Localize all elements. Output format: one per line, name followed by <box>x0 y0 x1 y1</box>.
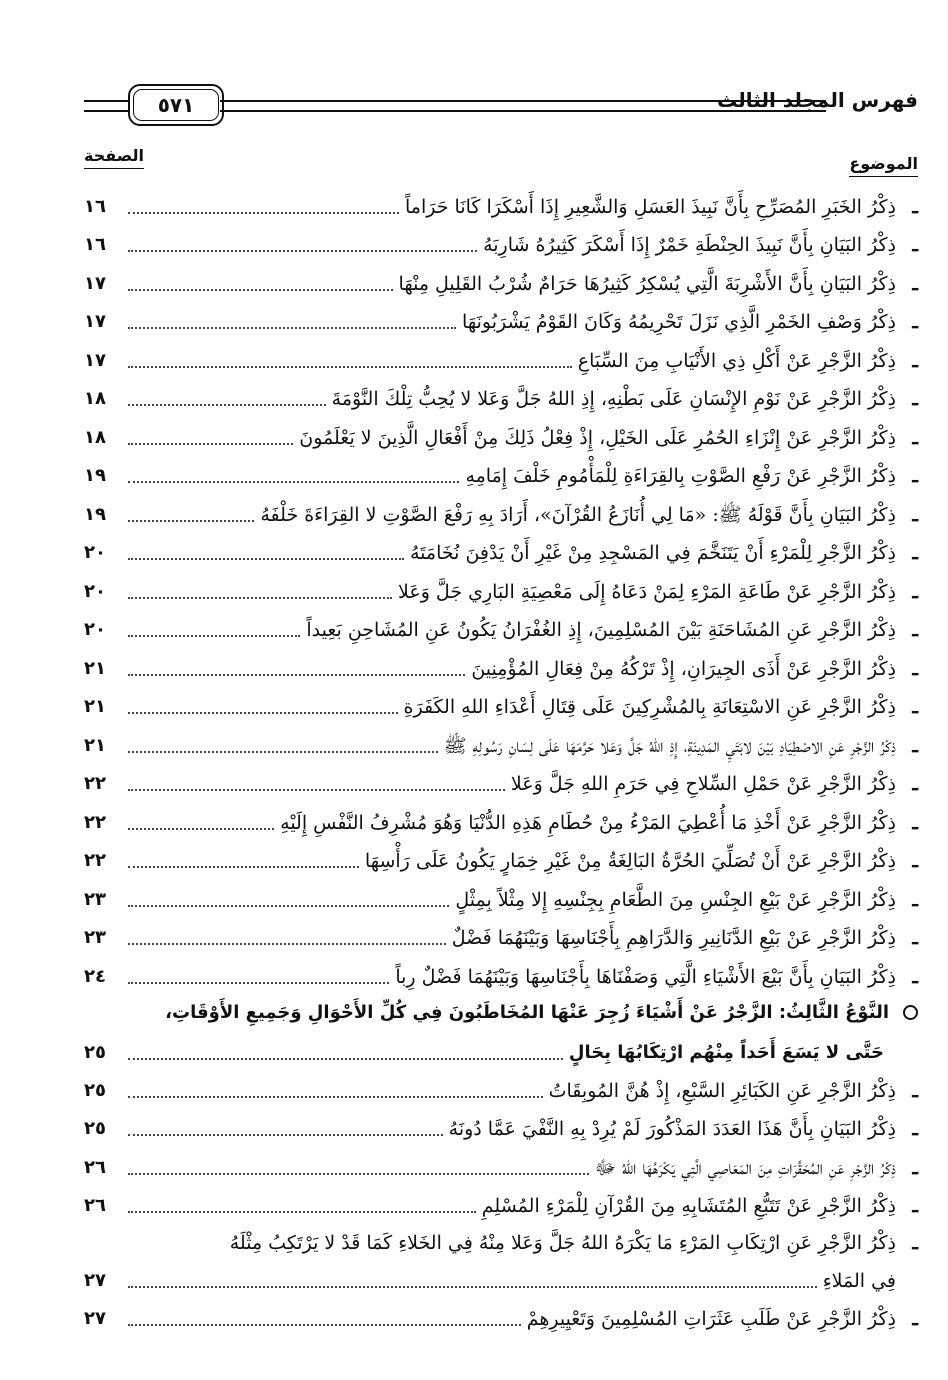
entry-text: ذِكْرُ الزَّجْرِ عَنِ الاسْتِعَانَةِ بِالمُشْرِكِينَ عَلَى قِتَالِ أَعْدَاءِ اللهِ الكَفَرَةِ <box>403 696 896 718</box>
dash-bullet: ـ <box>912 1157 918 1179</box>
entry-page: ٢٢ <box>84 812 106 833</box>
dash-bullet: ـ <box>912 234 918 256</box>
entry-text: ذِكْرُ البَيَانِ بِأَنَّ الأَشْرِبَةَ الَّتِي يُسْكِرُ كَثِيرُهَا حَرَامٌ شُرْبُ القَلِيلِ مِنْهَا <box>398 273 896 295</box>
entry-page: ٢١ <box>84 658 106 679</box>
entry-text: ذِكْرُ الزَّجْرِ عَنْ أَخْذِ مَا أُعْطِيَ المَرْءُ مِنْ حُطَامِ هَذِهِ الدُّنْيَا وَهُوَ مُشْرِفُ النَّفْسِ إِلَيْهِ <box>280 812 896 834</box>
dot-leader <box>128 289 393 291</box>
dash-bullet: ـ <box>912 427 918 449</box>
dash-bullet: ـ <box>912 966 918 988</box>
dot-leader <box>128 366 572 368</box>
entry-page: ١٩ <box>84 465 106 486</box>
entry-text: ذِكْرُ الزَّجْرِ عَنْ إِنْزَاءِ الحُمُرِ عَلَى الخَيْلِ، إِذْ فِعْلُ ذَلِكَ مِنْ أَفْعَالِ الَّذِينَ لا يَعْلَمُونَ <box>299 427 896 449</box>
dash-bullet: ـ <box>912 465 918 487</box>
index-entry <box>84 686 918 722</box>
dash-bullet: ـ <box>912 504 918 526</box>
dot-leader <box>128 1173 589 1175</box>
dot-leader <box>128 481 459 483</box>
dash-bullet: ـ <box>912 773 918 795</box>
entry-text: ذِكْرُ الزَّجْرِ عَنْ نَوْمِ الإِنْسَانِ عَلَى بَطْنِهِ، إِذِ اللهُ جَلَّ وَعَلا لا يُحِبُّ تِلْكَ النَّوْمَةَ <box>331 388 896 410</box>
entry-text: ذِكْرُ الزَّجْرِ عَنِ المُحَقَّرَاتِ مِنَ المَعَاصِي الَّتِي يَكْرَهُهَا اللهُ ﷻ <box>594 1157 896 1179</box>
entry-page: ٢٤ <box>84 966 106 987</box>
entry-text: ذِكْرُ الزَّجْرِ عَنْ حَمْلِ السِّلاحِ فِي حَرَمِ اللهِ جَلَّ وَعَلا <box>510 773 896 795</box>
index-entry <box>84 301 918 337</box>
index-entry <box>84 417 918 453</box>
index-entry <box>84 956 918 992</box>
dot-leader <box>128 828 274 830</box>
entry-page: ٢١ <box>84 735 106 756</box>
dot-leader <box>128 520 254 522</box>
entry-page: ١٧ <box>84 350 106 371</box>
page-number-box <box>128 84 224 126</box>
dash-bullet: ـ <box>912 696 918 718</box>
dash-bullet: ـ <box>912 388 918 410</box>
entry-page: ١٦ <box>84 234 106 255</box>
index-entry <box>84 224 918 260</box>
entry-text: ذِكْرُ الزَّجْرِ عَنْ تَتَبُّعِ المُتَشَابِهِ مِنَ القُرْآنِ لِلْمَرْءِ المُسْلِمِ <box>481 1195 896 1217</box>
dot-leader <box>128 674 465 676</box>
index-entry <box>84 1108 918 1144</box>
index-entry <box>84 879 918 915</box>
entry-text: ذِكْرُ الزَّجْرِ عَنْ أَذَى الجِيرَانِ، إِذْ تَرْكُهُ مِنْ فِعَالِ المُؤْمِنِينَ <box>471 658 896 680</box>
entry-page: ٢٦ <box>84 1157 106 1178</box>
dot-leader <box>128 1134 443 1136</box>
page-header <box>84 84 918 134</box>
index-entry <box>84 725 918 761</box>
entry-page: ٢٠ <box>84 542 106 563</box>
index-entry <box>84 802 918 838</box>
dot-leader <box>128 1096 543 1098</box>
column-heading-page: الصفحة <box>84 146 144 169</box>
dash-bullet: ـ <box>912 581 918 603</box>
dot-leader <box>128 943 446 945</box>
entry-page: ٢٠ <box>84 581 106 602</box>
entry-page: ٢٠ <box>84 619 106 640</box>
entry-text: ذِكْرُ الزَّجْرِ عَنِ المُشَاحَنَةِ بَيْنَ المُسْلِمِينَ، إِذِ الغُفْرَانُ يَكُونُ عَنِ المُشَاحِنِ بَعِيداً <box>306 619 896 641</box>
entry-text: ذِكْرُ الزَّجْرِ عَنْ رَفْعِ الصَّوْتِ بِالقِرَاءَةِ لِلْمَأْمُومِ خَلْفَ إِمَامِهِ <box>465 465 896 487</box>
dash-bullet: ـ <box>912 273 918 295</box>
index-entry <box>84 532 918 568</box>
entry-text-line2: فِي المَلاءِ <box>822 1270 896 1292</box>
dash-bullet: ـ <box>912 1080 918 1102</box>
section-heading-line1: النَّوْعُ الثَّالِثُ: الزَّجْرُ عَنْ أَشْيَاءَ زُجِرَ عَنْهَا المُخَاطَبُونَ فِي كُلِّ الأَحْوَالِ وَجَمِيعِ الأَوْقَاتِ، <box>165 1002 889 1023</box>
dash-bullet: ـ <box>912 889 918 911</box>
dash-bullet: ـ <box>912 1118 918 1140</box>
index-entry <box>84 186 918 222</box>
entry-page: ١٨ <box>84 388 106 409</box>
running-title: فهرس المجلد الثالث <box>717 88 918 112</box>
dot-leader <box>128 866 359 868</box>
dash-bullet: ـ <box>912 1232 918 1254</box>
dot-leader <box>128 1324 521 1326</box>
header-rule-left <box>84 100 128 112</box>
dash-bullet: ـ <box>912 311 918 333</box>
dot-leader <box>128 558 404 560</box>
dash-bullet: ـ <box>912 1195 918 1217</box>
dot-leader <box>128 712 398 714</box>
entry-text: ذِكْرُ الزَّجْرِ عَنْ طَاعَةِ المَرْءِ لِمَنْ دَعَاهُ إِلَى مَعْصِيَةِ البَارِي جَلَّ وَعَلا <box>398 581 896 603</box>
entry-text: ذِكْرُ الزَّجْرِ لِلْمَرْءِ أَنْ يَتَنَخَّمَ فِي المَسْجِدِ مِنْ غَيْرِ أَنْ يَدْفِنَ نُخَامَتَهُ <box>409 542 896 564</box>
entry-page: ١٦ <box>84 196 106 217</box>
dot-leader <box>128 597 392 599</box>
dash-bullet: ـ <box>912 735 918 757</box>
dash-bullet: ـ <box>912 812 918 834</box>
index-entry <box>84 378 918 414</box>
entry-page: ٢٦ <box>84 1195 106 1216</box>
column-heading-topic: الموضوع <box>849 154 918 177</box>
entry-page: ٢٧ <box>84 1270 106 1291</box>
entry-text: ذِكْرُ البَيَانِ بِأَنَّ نَبِيذَ الحِنْطَةِ خَمْرٌ إِذَا أَسْكَرَ كَثِيرُهُ شَارِبَهُ <box>483 234 896 256</box>
section-heading <box>84 994 918 1028</box>
dot-leader <box>128 212 399 214</box>
entry-page: ٢٥ <box>84 1080 106 1101</box>
entry-page: ١٧ <box>84 273 106 294</box>
entry-text: ذِكْرُ الزَّجْرِ عَنِ الاصْطِيَادِ بَيْنَ لابَتَيِ المَدِينَةِ، إِذِ اللهُ جَلَّ وَعَلا حَرَّمَهَا عَلَى لِسَانِ رَسُولِهِ ﷺ <box>443 735 896 757</box>
index-entry <box>84 763 918 799</box>
entry-page: ٢٥ <box>84 1042 106 1063</box>
dash-bullet: ـ <box>912 542 918 564</box>
entry-page: ١٨ <box>84 427 106 448</box>
entry-page: ١٩ <box>84 504 106 525</box>
index-entry <box>84 917 918 953</box>
entry-text: ذِكْرُ الخَبَرِ المُصَرِّحِ بِأَنَّ نَبِيذَ العَسَلِ وَالشَّعِيرِ إِذَا أَسْكَرَا كَانَا حَرَاماً <box>405 196 896 218</box>
index-entry <box>84 648 918 684</box>
circle-bullet-icon <box>903 1005 918 1020</box>
dot-leader <box>128 635 300 637</box>
entry-page: ٢٢ <box>84 773 106 794</box>
dot-leader <box>128 404 326 406</box>
dash-bullet: ـ <box>912 1308 918 1330</box>
dot-leader <box>128 327 456 329</box>
entry-page: ٢٣ <box>84 927 106 948</box>
entry-page: ٢١ <box>84 696 106 717</box>
entry-text: ذِكْرُ الزَّجْرِ عَنْ بَيْعِ الدَّنَانِيرِ وَالدَّرَاهِمِ بِأَجْنَاسِهَا وَبَيْنَهُمَا فَضْلٌ <box>451 927 896 949</box>
entry-text: ذِكْرُ وَصْفِ الخَمْرِ الَّذِي نَزَلَ تَحْرِيمُهُ وَكَانَ القَوْمُ يَشْرَبُونَهَا <box>462 311 896 333</box>
entry-page: ٢٣ <box>84 889 106 910</box>
dot-leader <box>128 1058 563 1060</box>
entry-page: ٢٥ <box>84 1118 106 1139</box>
index-entry <box>84 494 918 530</box>
entry-page: ١٧ <box>84 311 106 332</box>
index-entry-multiline <box>84 1222 918 1258</box>
entry-text: ذِكْرُ الزَّجْرِ عَنِ الكَبَائِرِ السَّبْعِ، إِذْ هُنَّ المُوبِقَاتُ <box>548 1080 896 1102</box>
index-entry-continued <box>84 1260 918 1296</box>
entry-text: ذِكْرُ البَيَانِ بِأَنَّ بَيْعَ الأَشْيَاءِ الَّتِي وَصَفْنَاهَا بِأَجْنَاسِهَا وَبَيْنَهُمَا فَضْلٌ رِباً <box>395 966 896 988</box>
dot-leader <box>128 789 505 791</box>
index-entry <box>84 1298 918 1334</box>
index-entry <box>84 609 918 645</box>
dash-bullet: ـ <box>912 350 918 372</box>
entry-text: ذِكْرُ الزَّجْرِ عَنْ أَنْ تُصَلِّيَ الحُرَّةُ البَالِغَةُ مِنْ غَيْرِ خِمَارٍ يَكُونُ عَلَى رَأْسِهَا <box>364 850 896 872</box>
dash-bullet: ـ <box>912 658 918 680</box>
index-entry <box>84 571 918 607</box>
entry-page: ٢٧ <box>84 1308 106 1329</box>
entry-text: ذِكْرُ الزَّجْرِ عَنْ أَكْلِ ذِي الأَنْيَابِ مِنَ السِّبَاعِ <box>577 350 896 372</box>
dash-bullet: ـ <box>912 850 918 872</box>
dot-leader <box>128 751 438 753</box>
section-heading-line2: حَتَّى لا يَسَعَ أَحَداً مِنْهُم ارْتِكَابُهَا بِحَالٍ <box>568 1042 884 1063</box>
dot-leader <box>128 982 389 984</box>
entry-text: ذِكْرُ الزَّجْرِ عَنْ بَيْعِ الجِنْسِ مِنَ الطَّعَامِ بِجِنْسِهِ إِلا مِثْلاً بِمِثْلٍ <box>455 889 896 911</box>
dash-bullet: ـ <box>912 619 918 641</box>
dot-leader <box>128 250 477 252</box>
entry-text-line1: ذِكْرُ الزَّجْرِ عَنِ ارْتِكَابِ المَرْءِ مَا يَكْرَهُ اللهُ جَلَّ وَعَلا مِنْهُ فِي الخَلاءِ كَمَا قَدْ لا يَرْتَكِبُ مِثْلَهُ <box>229 1232 896 1254</box>
dash-bullet: ـ <box>912 196 918 218</box>
dot-leader <box>128 1286 817 1288</box>
index-entry <box>84 840 918 876</box>
index-entry <box>84 455 918 491</box>
dot-leader <box>128 443 293 445</box>
index-entry <box>84 1185 918 1221</box>
index-entry <box>84 340 918 376</box>
entry-page: ٢٢ <box>84 850 106 871</box>
entry-text: ذِكْرُ البَيَانِ بِأَنَّ قَوْلَهُ ﷺ: «مَا لِي أُنَازَعُ القُرْآنَ»، أَرَادَ بِهِ رَفْعَ الصَّوْتِ لا القِرَاءَةَ خَلْفَهُ <box>260 504 896 526</box>
entry-text: ذِكْرُ البَيَانِ بِأَنَّ هَذَا العَدَدَ المَذْكُورَ لَمْ يُرِدْ بِهِ النَّفْيَ عَمَّا دُونَهُ <box>448 1118 896 1140</box>
index-entry <box>84 1070 918 1106</box>
index-entry <box>84 263 918 299</box>
section-heading-continued <box>84 1032 918 1068</box>
page-number: ٥٧١ <box>157 93 195 117</box>
index-entry <box>84 1147 918 1183</box>
dot-leader <box>128 905 449 907</box>
dash-bullet: ـ <box>912 927 918 949</box>
entry-text: ذِكْرُ الزَّجْرِ عَنْ طَلَبِ عَثَرَاتِ المُسْلِمِينَ وَتَعْيِيرِهِمْ <box>526 1308 896 1330</box>
dot-leader <box>128 1211 476 1213</box>
